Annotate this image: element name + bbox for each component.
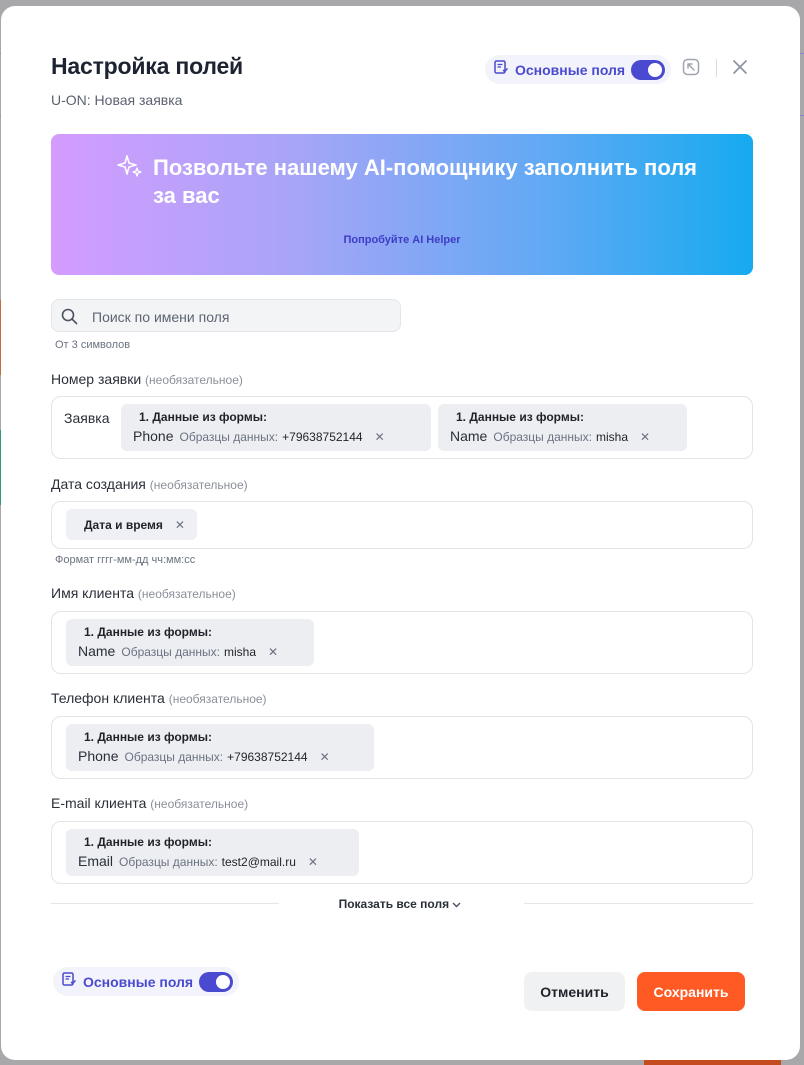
field-label-text: Имя клиента	[51, 585, 134, 601]
tag-sample-value: test2@mail.ru	[221, 855, 296, 869]
remove-tag-icon[interactable]: ✕	[374, 430, 385, 444]
tag-source: 1. Данные из формы:	[456, 410, 584, 424]
fields-list-icon	[493, 59, 509, 80]
date-format-hint: Формат гггг-мм-дд чч:мм:сс	[55, 554, 196, 566]
field-label-text: Номер заявки	[51, 371, 142, 387]
field-label-order-number	[51, 371, 243, 387]
close-icon[interactable]	[729, 56, 751, 78]
remove-tag-icon[interactable]: ✕	[319, 750, 330, 764]
search-input[interactable]	[90, 300, 394, 333]
tag-sample-label: Образцы данных:	[119, 855, 218, 869]
tag-sample-value: misha	[596, 430, 629, 444]
field-prefix: Заявка	[64, 410, 110, 426]
datetime-tag[interactable]	[66, 509, 197, 540]
field-input-client-name[interactable]	[51, 611, 753, 674]
tag-sample-label: Образцы данных:	[493, 430, 593, 444]
remove-tag-icon[interactable]: ✕	[174, 517, 185, 532]
chevron-down-icon	[452, 897, 461, 911]
mapping-tag[interactable]	[438, 404, 687, 451]
tag-sample-label: Образцы данных:	[121, 645, 221, 659]
optional-marker: (необязательное)	[168, 692, 267, 706]
tag-sample-value: +79638752144	[282, 430, 363, 444]
ai-helper-banner	[51, 134, 753, 275]
tag-sample-value: misha	[224, 645, 257, 659]
tag-source: 1. Данные из формы:	[84, 625, 212, 639]
optional-marker: (необязательное)	[149, 478, 248, 492]
tag-field-name: Email	[78, 853, 114, 869]
sparkle-icon	[117, 154, 143, 185]
mapping-tag[interactable]	[66, 829, 359, 876]
fields-list-icon	[61, 971, 77, 992]
remove-tag-icon[interactable]: ✕	[307, 855, 318, 869]
dialog-subtitle: U-ON: Новая заявка	[51, 92, 183, 108]
collapse-icon[interactable]	[680, 56, 702, 78]
mapping-tag[interactable]	[66, 724, 374, 771]
main-fields-toggle-footer[interactable]	[53, 967, 239, 996]
field-input-created-date[interactable]	[51, 501, 753, 549]
field-label-text: Телефон клиента	[51, 690, 165, 706]
mapping-tag[interactable]	[66, 619, 314, 666]
ai-banner-title: Позвольте нашему AI-помощнику заполнить поля за вас	[153, 155, 698, 208]
field-label-created-date	[51, 476, 248, 492]
tag-sample-value: +79638752144	[227, 750, 308, 764]
header-divider	[716, 59, 717, 77]
field-settings-dialog	[1, 6, 800, 1060]
tag-field-name: Name	[78, 643, 116, 659]
tag-field-name: Name	[450, 428, 488, 444]
field-input-client-email[interactable]	[51, 821, 753, 884]
remove-tag-icon[interactable]: ✕	[640, 430, 651, 444]
cancel-button[interactable]: Отменить	[524, 972, 625, 1011]
mapping-tag[interactable]	[121, 404, 431, 451]
field-label-client-email	[51, 795, 248, 811]
field-input-order-number[interactable]	[51, 396, 753, 459]
tag-source: 1. Данные из формы:	[84, 730, 212, 744]
toggle-switch[interactable]	[199, 972, 233, 992]
optional-marker: (необязательное)	[150, 797, 249, 811]
field-label-text: E-mail клиента	[51, 795, 147, 811]
toggle-switch[interactable]	[631, 60, 665, 80]
main-fields-toggle-label: Основные поля	[515, 61, 626, 78]
dialog-title: Настройка полей	[51, 53, 243, 79]
tag-source: 1. Данные из формы:	[139, 410, 267, 424]
try-ai-helper-link[interactable]: Попробуйте AI Helper	[343, 234, 461, 246]
tag-field-name: Phone	[78, 748, 119, 764]
tag-source: 1. Данные из формы:	[84, 835, 212, 849]
search-hint: От 3 символов	[55, 339, 131, 351]
field-input-client-phone[interactable]	[51, 716, 753, 779]
field-label-client-name	[51, 585, 236, 601]
tag-field-name: Phone	[133, 428, 174, 444]
field-label-text: Дата создания	[51, 476, 146, 492]
show-all-fields-button[interactable]	[1, 897, 799, 911]
main-fields-toggle-label: Основные поля	[83, 973, 194, 990]
show-all-label: Показать все поля	[338, 897, 450, 911]
tag-sample-label: Образцы данных:	[179, 430, 279, 444]
optional-marker: (необязательное)	[137, 587, 236, 601]
search-icon	[61, 308, 78, 330]
tag-sample-label: Образцы данных:	[124, 750, 224, 764]
save-button[interactable]: Сохранить	[637, 972, 745, 1011]
field-search	[51, 299, 401, 332]
main-fields-toggle[interactable]	[485, 55, 671, 84]
tag-label: Дата и время	[84, 517, 163, 532]
field-label-client-phone	[51, 690, 267, 706]
remove-tag-icon[interactable]: ✕	[268, 645, 279, 659]
optional-marker: (необязательное)	[145, 373, 243, 387]
